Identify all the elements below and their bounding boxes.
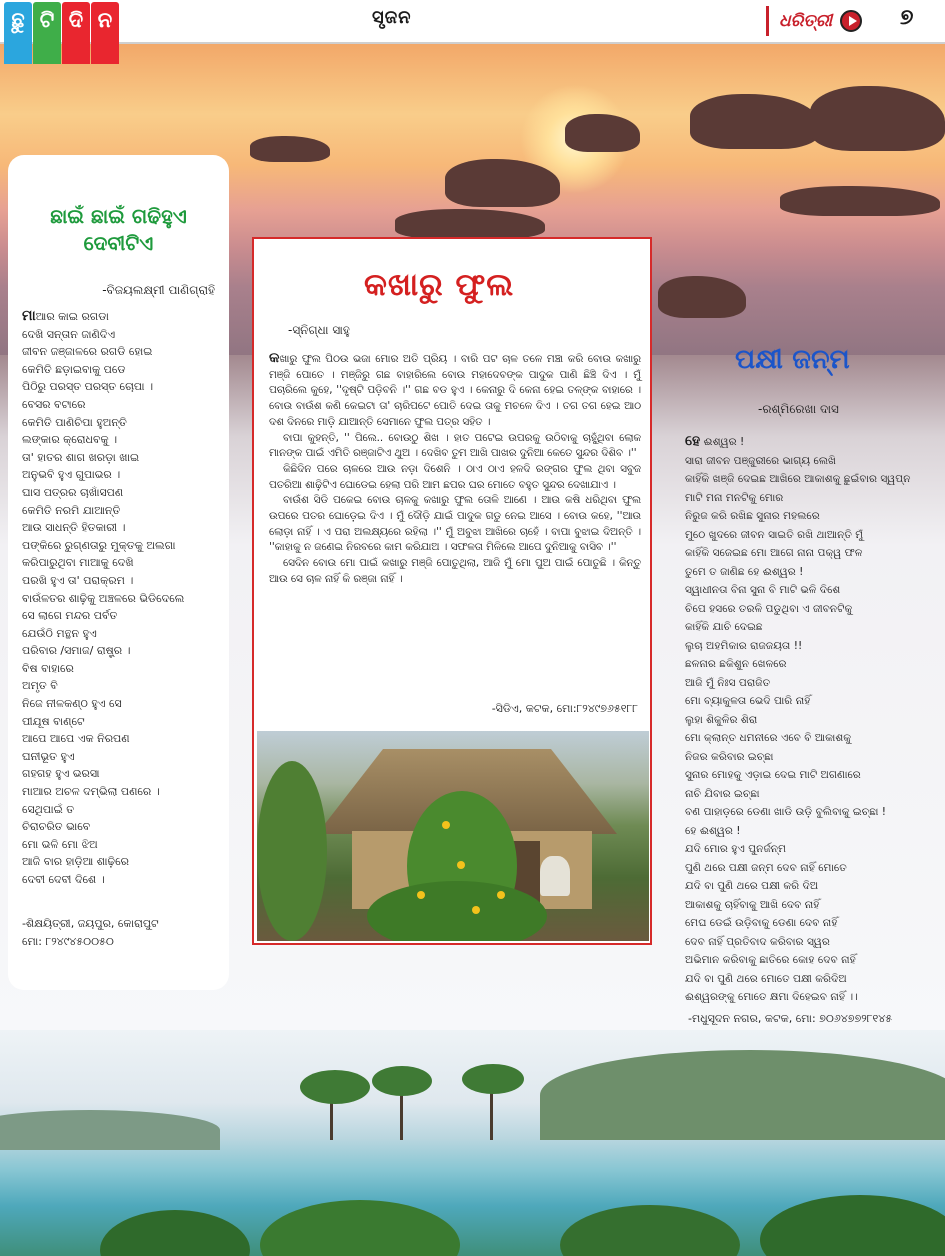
rock [395,209,545,239]
hill [540,1050,945,1140]
brand-tile: ଟି [33,2,61,64]
story-signature: -ସିଡିଏ, କଟକ, ମୋ:୮୨୪୯୭୬୫୧୮୮ [491,702,638,715]
poem-line: ବାଉଁଳତର ଶାଢ଼ିକୁ ଅଞ୍ଚଳରେ ଭିଡିଦେଲେ [22,591,185,605]
tree [372,1066,432,1096]
poem-line: ପୀଯୂଷ ବାଣ୍ଟେ [22,714,85,728]
poem-line: କାହିଁକି ସଜେଇଛ ମୋ ଆଗେ ନାନା ପକ୍ୱ ଫଳ [685,547,863,559]
right-poem-signature: -ମଧୁସୂଦନ ନଗର, କଟକ, ମୋ: ୭୦୬୪୭୭୨୮୧୪୫ [688,1012,893,1025]
brand-tile: ନ [91,2,119,64]
brand-tile: ଛୁ [4,2,32,64]
poem-line: ଚିରାଚରିତ ଭାବେ [22,820,91,834]
poem-line: କେମିତି ନରମି ଯାଆନ୍ତି [22,503,121,517]
pumpkin-flower [442,821,450,829]
poem-line: କେମିତି ପାଣିଚିପା ହୁଅନ୍ତି [22,415,127,429]
section-title: ସୃଜନ [372,7,412,28]
poem-line: ତା' ହାତର ଶାଗ ଖରଡ଼ା ଖାଇ [22,450,140,464]
pumpkin-vine [257,761,327,941]
poem-title-line: ଛାଇଁ ଛାଇଁ ଗଢିହୁଏ [50,204,187,228]
poem-line: ନିରୁଜ କରି ରଖିଛ ସୁନାର ମହଲରେ [685,510,820,522]
poem-line: ସେ ଲାଗେ ମନ୍ଦର ପର୍ବତ [22,609,118,623]
poem-line: ଜୀବନ ଜଞ୍ଜାଳରେ ରଗଡି ହୋଇ [22,345,153,359]
woman-gardening [540,856,570,896]
poem-line: ପଙ୍କିରେ ରୁଗ୍ଣତାରୁ ମୁକ୍ତକୁ ଅଲଗା [22,538,176,552]
pumpkin-flower [457,861,465,869]
poem-line: ପୁଣି ଥରେ ପକ୍ଷୀ ଜନ୍ମ ଦେବ ନାହିଁ ମୋତେ [685,861,847,874]
right-poem-title: ପକ୍ଷୀ ଜନ୍ମ [735,344,850,375]
poem-line: ଲଙ୍କାର କ୍ରୋଧବକୁ । [22,433,118,447]
right-poem-author: -ରଶ୍ମିରେଖା ଦାସ [758,402,839,416]
poem-line: ଅମୃତ ବି [22,679,58,693]
story-body [269,351,641,588]
right-poem-body [685,432,935,1007]
poem-line: ମୋ ବ୍ୟାକୁଳତା ଭେଦି ପାରି ନାହିଁ [685,695,811,707]
poem-line: ଅଭିମାନ କରିବାକୁ ଛାତିରେ କୋହ ଦେବ ନାହିଁ [685,954,856,966]
poem-line: ଘାସ ପତ୍ରର ଚାଖାଁସପଣ [22,485,124,499]
story-paragraph: ବାପା କୁହନ୍ତି, '' ପିଲେ.. ବୋଉଠୁ ଶିଖ । ହାତ ପଟେଇ ଉପରକୁ ଉଠିବାକୁ ଚାହୁଁଥିବା ଲୋକ ମାନଙ୍କ ପାଇଁ ଏମିତି ରଞ୍ଜାଟିଏ ଥୁଅ । ଦେଖିବ ତୁମ ଆଖି ପାଖର ଦୁନିଆ କେତେ ସୁନ୍ଦର ଦିଶିବ ।'' [269,431,641,460]
drop-cap: ମା [22,308,36,324]
poem-line [685,432,935,452]
tree [260,1200,460,1256]
poem-line: ଦେବ ନାହିଁ ପ୍ରତିବାଦ କରିବାର ସ୍ୱର [685,935,830,948]
poem-line: ଆଉ ସାଧନ୍ତି ହିତକାରୀ । [22,521,126,535]
poem-line: ଅନୁଭବି ହୁଏ ଗୁପାଭର । [22,468,121,482]
poem-line [22,308,215,326]
poem-line: ଈଶ୍ୱରଙ୍କୁ ମୋତେ କ୍ଷମା ଦିହେଇବ ନାହିଁ ।। [685,991,858,1003]
pumpkin-flower [497,891,505,899]
poem-line: ଲୁଚା ଅହମିକାର ରାଜଜୟତା !! [685,639,803,652]
play-icon [840,10,862,32]
poem-line: ଆଜି ବାର ହାଡ଼ିଆ ଶାଢ଼ିରେ [22,855,129,869]
drop-cap: କ [269,350,280,366]
logo-text: ଧରିତ୍ରୀ [779,11,833,31]
poem-line: ଦେଖି ସନ୍ତାନ ଜାଣିଦିଏ [22,327,116,341]
poem-line: ମୁଠେ ଖୁଦରେ ଜୀବନ ସାଇତି ରଖି ଥାଆନ୍ତି ମୁଁ [685,528,864,541]
poem-line: କାହିଁକି ଯାଚି ଦେଇଛ [685,621,763,633]
story-paragraph: ବାଉଁଶ ସିଡି ପକେଇ ବୋଉ ଚାଳକୁ କଖାରୁ ଫୁଲ ତୋଳି ଆଣେ । ଆଉ କଷି ଧରିଥିବା ଫୁଲ ଉପରେ ପତର ଘୋଡ଼େଇ ଦିଏ । ମୁଁ ଦୌଡ଼ି ଯାଇଁ ପାଦୁକ ଗଡୁ ନେଇ ଆସେ । ବୋଉ କହେ, ''ଆଉ ଲୋଡ଼ା ନାହିଁ । ଏ ପରା ଅଲକ୍ଷ୍ୟରେ ରହିଲା ।'' ମୁଁ ଅବୁଝା ଆଖିରେ ଚାହେଁ । ବାପା ବୁଝାଇ ଦିଅନ୍ତି । ''କାହାକୁ ନ ଜଣେଇ ନିରବରେ କାମ କରିଯାଅ । ସଫଳତା ମିଳିଲେ ଆପେ ଦୁନିଆକୁ ବାସିବ ।'' [269,494,641,554]
story-paragraph: ସେଦିନ ବୋଉ ମୋ ପାଇଁ କଖାରୁ ମଞ୍ଜି ପୋତୁଥିଲା, ଆଜି ମୁଁ ମୋ ପୁଅ ପାଇଁ ପୋତୁଛି । କିନ୍ତୁ ଆଉ ସେ ଚାଳ ନାହିଁ କି ରଞ୍ଜା ନାହିଁ । [269,557,641,585]
newspaper-logo [766,6,878,36]
poem-line: କେମିତି ଛଡ଼ାଇବାକୁ ପଡେ [22,362,126,376]
poem-line: ଯେଉଁଠି ମନ୍ଥନ ହୁଏ [22,626,97,640]
poem-line: ପିଠିରୁ ପରସ୍ତ ପରସ୍ତ ଚୋପା । [22,380,154,394]
rock [690,94,820,149]
rock [250,136,330,162]
poem-line: ଗହଗହ ହୁଏ ଭରସା [22,767,100,781]
poem-line: ନିଜେ ନୀଳକଣ୍ଠ ହୁଏ ସେ [22,697,122,711]
hill [0,1110,220,1150]
tree [560,1205,740,1256]
poem-line: କରିପାରୁଥିବା ମାଆକୁ ଦେଖି [22,556,134,570]
poem-line: ଛଳନାର ଛକିଶୁନ ଖେଳରେ [685,658,787,670]
drop-cap: ହେ [685,433,701,449]
story-paragraph-text: ଖାରୁ ଫୁଲ ପିଠଉ ଭଜା ମୋର ଅତି ପ୍ରିୟ । ବାରି ପଟ ଚାଳ ତଳେ ମଞ୍ଚା କରି ବୋଉ କଖାରୁ ମଞ୍ଜି ପୋତେ । ମଞ୍ଜିରୁ ଗଛ ବାହାରିଲେ ବୋଉ ମହାଦେବଙ୍କ ପାଦୁକ ପାଣି ଛିଞ୍ଚି ଦିଏ । ମୁଁ ପଚାରିଲେ କୁହେ, ''ଦୃଷ୍ଟି ପଡ଼ିବନି ।'' ଗଛ ବଡ ହୁଏ । କେନାରୁ ଦି କେନା ହେଇ ତଳ୍ଙ୍କ ବାହାରେ । ବୋଉ ବାଉଁଶ କଣି କେଇଟା ତା' ଚାରିପଟେ ପୋତି ଦେଇ ତାକୁ ମଚଳେ ଦିଏ । ତଗ ତଗ ହେଇ ଆଠ ଦଶ ଦିନରେ ମାଡ଼ି ଯାଆନ୍ତି ସେମାନେ ଫୁଲ ପତ୍ର ସହିତ । [269,353,641,428]
poem-line: ଯଦି ବା ପୁଣି ଥରେ ମୋତେ ପକ୍ଷୀ କରିଦିଅ [685,972,847,985]
rock [658,276,746,318]
poem-line: ଯଦି ବା ପୁଣି ଥରେ ପକ୍ଷୀ କରି ଦିଅ [685,880,819,892]
poem-line: ଆଜି ମୁଁ ନିଃସ ପରାଜିତ [685,676,771,689]
pumpkin-flower [472,906,480,914]
tree [100,1210,250,1256]
tree [300,1070,370,1104]
poem-title [22,203,215,257]
left-poem-card [8,155,229,990]
poem-line: ହେ ଈଶ୍ୱର ! [685,824,741,837]
signature-line: -ଶିକ୍ଷୟିତ୍ରୀ, ଜୟପୁର, କୋରାପୁଟ [22,916,159,930]
poem-line: ମେଘ ଡେଇଁ ଉଡ଼ିବାକୁ ଡେଣା ଦେବ ନାହିଁ [685,917,838,929]
poem-line: ସୁନାର ମୋହକୁ ଏଡ଼ାଇ ଦେଇ ମାଟି ଅଗଣାରେ [685,769,861,781]
poem-line-text: ଆର କାଇ ରଗଡା [35,310,109,323]
story-paragraph: କିଛିଦିନ ପରେ ଚାଳରେ ଆଉ ନଡ଼ା ଦିଶେନି । ଠାଏ ଠାଏ ହଳଦି ରଙ୍ଗର ଫୁଲ ଥିବା ସବୁଜ ପତରିଆ ଶାଢ଼ିଟିଏ ଘୋଡେଇ ହେଲା ପରି ଆମ ଛପର ଘର ମୋତେ ବହୁତ ସୁନ୍ଦର ଦେଖାଯାଏ । [269,462,641,491]
poem-line: ଦେବୀ ଦେବୀ ଦିଶେ । [22,873,105,886]
poem-line: ବିଷ ବାହାରେ [22,661,74,675]
poem-line: ସାରା ଜୀବନ ପଞ୍ଜୁରୀରେ ଭାଗ୍ୟ ଲେଖି [685,454,836,467]
poem-line: ଘନୀଭୂତ ହୁଏ [22,749,75,763]
rock [565,114,640,152]
poem-title-line: ଦେବୀଟିଏ [83,231,154,255]
rock [780,186,940,216]
page-header [0,0,945,44]
poem-line-text: ଈଶ୍ୱର ! [700,436,745,448]
tree [760,1195,945,1256]
story-title: କଖାରୁ ଫୁଲ [364,267,515,303]
poem-line: ମାଆର ଅଚଳ ଦମ୍ଭିଲା ପଣରେ । [22,785,160,799]
story-card [252,237,652,945]
poem-line: ପରଖି ହୁଏ ତା' ପରାକ୍ରମ । [22,573,134,587]
poem-line: ଯଦି ମୋର ହୁଏ ପୁନର୍ଜନ୍ମ [685,843,787,855]
story-paragraph [269,351,641,431]
story-author: -ସ୍ନିଗ୍ଧା ସାହୁ [288,323,350,337]
poem-line: ନିଜର କରିବାର ଇଚ୍ଛା [685,750,774,763]
poem-line: ମୋ କ୍ଲାନ୍ତ ଧମନୀରେ ଏବେ ବି ଆକାଶକୁ [685,732,852,744]
poem-line: ବେସର ବଟାରେ [22,397,86,411]
poem-line: କାହିଁକି ଖଞ୍ଜି ଦେଇଛ ଆଖିରେ ଆକାଶକୁ ଛୁଇଁବାର ସ୍ୱପ୍ନ [685,473,911,485]
poem-line: ସ୍ୱାଧୀନତା ବିନା ସୁନା ବି ମାଟି ଭଳି ଦିଶେ [685,584,841,596]
page-number: ୭ [900,5,914,30]
poem-line: ଚିପେ ହସରେ ତରଳି ପଡୁଥିବା ଏ ଜୀବନଟିକୁ [685,602,853,615]
poem-line: ବଣ ପାହାଡ଼ରେ ଡେଣା ଖାଡି ଉଡ଼ି ବୁଲିବାକୁ ଇଚ୍ଛା ! [685,806,887,818]
poem-body [22,308,215,889]
poem-line: ମାଟି ମନା ମନଟିକୁ ମୋର [685,491,784,504]
poem-line: ନାଚି ଯିବାର ଇଚ୍ଛା [685,787,760,800]
signature-line: ମୋ: ୮୨୪୯୪୫୦୦୫୦ [22,934,114,948]
pumpkin-flower [417,891,425,899]
poem-line: ପରିବାର /ସମାଜ/ ରାଷ୍ଟ୍ର । [22,644,131,658]
section-brand [4,2,119,64]
brand-tile: ଦି [62,2,90,64]
hut-photo [257,731,649,941]
rock [810,86,945,151]
poem-line: ଆପେ ଆପେ ଏକ ନିରପଣ [22,732,130,746]
lagoon-landscape-image [0,1030,945,1256]
poem-line: ତୁମେ ତ ଜାଣିଛ ହେ ଈଶ୍ୱର ! [685,565,804,578]
poem-line: ଆକାଶକୁ ଚାହିଁବାକୁ ଆଖି ଦେବ ନାହିଁ [685,898,820,911]
poem-line: ମୋ ଭଳି ମୋ ଝିଅ [22,837,98,851]
tree [462,1064,524,1094]
poem-line: ଲୁହା ଶିକୁଳିର ଶିରା [685,713,758,726]
poem-author: -ବିଜୟଲକ୍ଷ୍ମୀ ପାଣିଗ୍ରାହି [102,283,215,297]
poem-line: ସେଥିପାଇଁ ତ [22,802,75,816]
poem-signature [22,915,215,951]
